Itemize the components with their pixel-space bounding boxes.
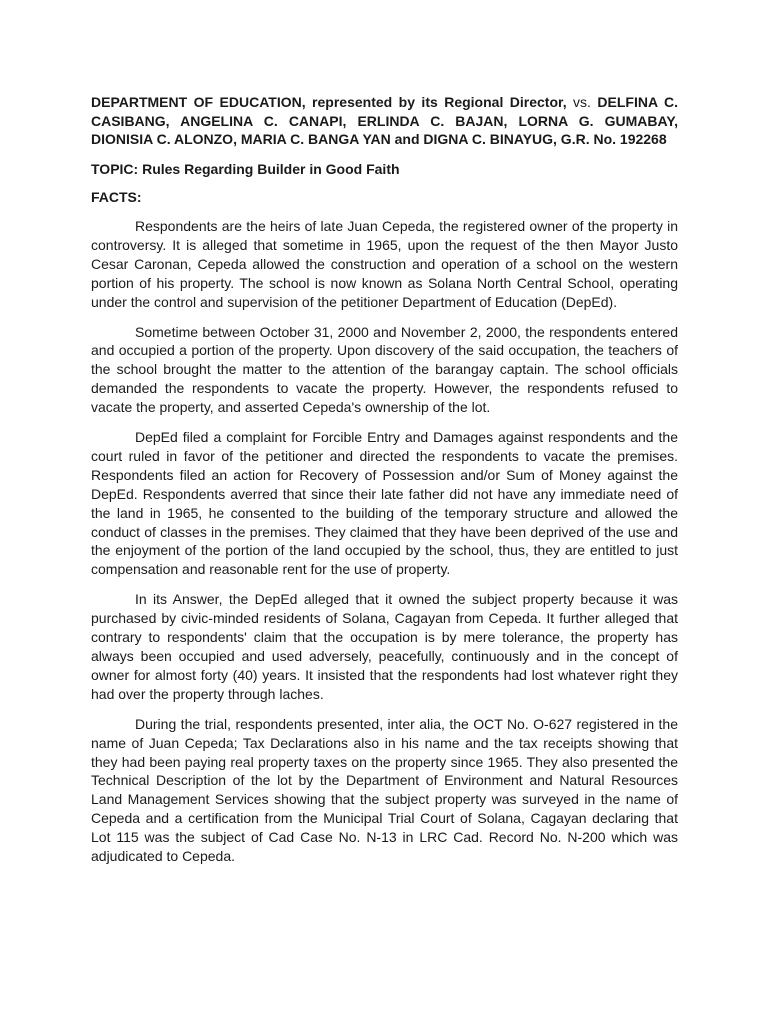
case-caption — [91, 93, 678, 149]
facts-paragraph-1: Respondents are the heirs of late Juan Cepeda, the registered owner of the property in controversy. It is alleged that sometime in 1965, upon the request of the then Mayor Justo Cesar Caronan, Cepeda allowed the construction and operation of a school on the western portion of his property. The school is now known as Solana North Central School, operating under the control and supervision of the petitioner Department of Education (DepEd). — [91, 217, 678, 310]
case-caption-respondents: DELFINA C. CASIBANG, ANGELINA C. CANAPI, ERLINDA C. BAJAN, LORNA G. GUMABAY, DIONISIA C. ALONZO, MARIA C. BANGA YAN and DIGNA C. BINAYUG, G.R. No. 192268 — [91, 94, 678, 148]
facts-paragraph-4: In its Answer, the DepEd alleged that it owned the subject property because it was purchased by civic-minded residents of Solana, Cagayan from Cepeda. It further alleged that contrary to respondents' claim that the occupation is by mere tolerance, the property has always been occupied and used adversely, peacefully, continuously and in the concept of owner for almost forty (40) years. It insisted that the respondents had lost whatever right they had over the property through laches. — [91, 591, 678, 702]
case-caption-petitioner: DEPARTMENT OF EDUCATION, represented by its Regional Director, — [91, 94, 567, 110]
facts-paragraph-3: DepEd filed a complaint for Forcible Entry and Damages against respondents and the court ruled in favor of the petitioner and directed the respondents to vacate the premises. Respondents filed an action for Recovery of Possession and/or Sum of Money against the DepEd. Respondents averred that since their late father did not have any immediate need of the land in 1965, he consented to the building of the temporary structure and allowed the conduct of classes in the premises. They claimed that they have been deprived of the use and the enjoyment of the portion of the land occupied by the school, thus, they are entitled to just compensation and reasonable rent for the use of property. — [91, 429, 678, 578]
facts-heading: FACTS: — [91, 189, 142, 206]
document-page — [91, 93, 678, 866]
topic-heading: TOPIC: Rules Regarding Builder in Good Faith — [91, 160, 400, 177]
facts-paragraph-5: During the trial, respondents presented, inter alia, the OCT No. O-627 registered in the name of Juan Cepeda; Tax Declarations also in his name and the tax receipts showing that they had been paying real property taxes on the property since 1965. They also presented the Technical Description of the lot by the Department of Environment and Natural Resources Land Management Services showing that the subject property was surveyed in the name of Cepeda and a certification from the Municipal Trial Court of Solana, Cagayan declaring that Lot 115 was the subject of Cad Case No. N-13 in LRC Cad. Record No. N-200 which was adjudicated to Cepeda. — [91, 715, 678, 865]
facts-paragraph-2: Sometime between October 31, 2000 and November 2, 2000, the respondents entered and occupied a portion of the property. Upon discovery of the said occupation, the teachers of the school brought the matter to the attention of the barangay captain. The school officials demanded the respondents to vacate the property. However, the respondents refused to vacate the property, and asserted Cepeda's ownership of the lot. — [91, 323, 678, 416]
case-caption-vs: vs. — [573, 94, 591, 110]
